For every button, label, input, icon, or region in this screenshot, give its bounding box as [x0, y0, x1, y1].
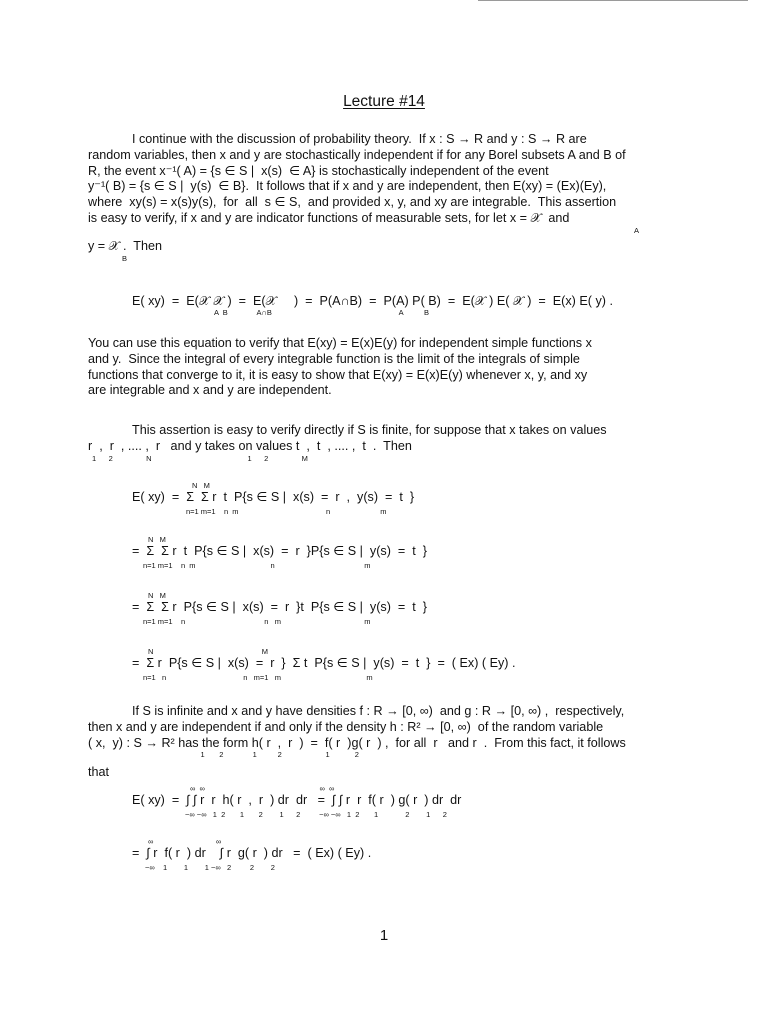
subscripts: 1 2 1 2 1 2 [88, 750, 359, 760]
sum-limits-bottom: n=1 m=1 n m n m [143, 561, 371, 570]
text-line: are integrable and x and y are independent. [88, 383, 332, 398]
text-line: This assertion is easy to verify directly if S is finite, for suppose that x takes on values [132, 423, 607, 437]
text-line: random variables, then x and y are stochastically independent if for any Borel subsets A and B of [88, 147, 626, 162]
text-line: y = 𝒳 . Then [88, 238, 162, 253]
equation-integral-2: = ∫ r f( r ) dr ∫ r g( r ) dr = ( Ex) ( Ey) . [132, 846, 372, 860]
equation-integral-1: E( xy) = ∫ ∫ r r h( r , r ) dr dr = ∫ ∫ r r f( r ) g( r ) dr dr [132, 793, 462, 807]
equation-sum-3: = Σ Σ r P{s ∈ S | x(s) = r }t P{s ∈ S | y(s) = t } [132, 600, 427, 614]
paragraph-simple-functions [88, 336, 684, 399]
text-line: where xy(s) = x(s)y(s), for all s ∈ S, and provided x, y, and xy are integrable. This assertion [88, 195, 617, 210]
sum-limits-top: N M [148, 591, 166, 600]
sum-limits-bottom: n=1 n n m=1 m m [143, 673, 373, 682]
sum-limits-top: N M [192, 481, 210, 490]
page-title: Lecture #14 [343, 93, 425, 110]
paragraph-finite-case [88, 423, 684, 465]
sum-limits-bottom: n=1 m=1 n m n m [186, 507, 387, 516]
text-line: functions that converge to it, it is easy to show that E(xy) = E(x)E(y) whenever x, y, and xy [88, 367, 588, 382]
text-line: y⁻¹( B) = {s ∈ S | y(s) ∈ B}. It follows that if x and y are independent, then E(xy) = (Ex)(Ey), [88, 179, 607, 194]
subscript: B [122, 253, 128, 263]
integral-subscripts: −∞ −∞ 1 2 1 2 1 2 −∞ −∞ 1 2 1 2 1 2 [185, 810, 447, 819]
text-line: is easy to verify, if x and y are indicator functions of measurable sets, for let x = 𝒳 and [88, 210, 570, 225]
text-line: r , r , .... , r and y takes on values t , t , .... , t . Then [88, 438, 412, 453]
integral-subscripts: −∞ 1 1 1 −∞ 2 2 2 [145, 863, 275, 872]
text-line: If S is infinite and x and y have densities f : R → [0, ∞) and g : R → [0, ∞) , respectively, [132, 704, 625, 718]
page-number: 1 [379, 927, 389, 944]
text-line: I continue with the discussion of probability theory. If x : S → R and y : S → R are [132, 132, 587, 146]
text-line: You can use this equation to verify that E(xy) = E(x)E(y) for independent simple functions x [88, 336, 592, 350]
text-line: that [88, 765, 110, 780]
paragraph-infinite-case [88, 704, 684, 781]
sum-limits-top: N M [148, 535, 166, 544]
subscripts: 1 2 N 1 2 M [92, 453, 308, 463]
integral-limits-top: ∞ ∞ ∞ ∞ [190, 784, 335, 793]
text-line: and y. Since the integral of every integrable function is the limit of the integrals of simple [88, 351, 580, 366]
sum-limits-top: N M [148, 647, 269, 656]
integral-limits-top: ∞ ∞ [148, 837, 222, 846]
equation-sum-2: = Σ Σ r t P{s ∈ S | x(s) = r }P{s ∈ S | y(s) = t } [132, 544, 427, 558]
sum-limits-bottom: n=1 m=1 n n m m [143, 617, 371, 626]
subscript: A [634, 225, 640, 235]
equation-expectation-indicator: E( xy) = E(𝒳 𝒳 ) = E(𝒳 ) = P(A∩B) = P(A) P( B) = E(𝒳 ) E( 𝒳 ) = E(x) E( y) . [132, 294, 613, 308]
equation-sum-4: = Σ r P{s ∈ S | x(s) = r } Σ t P{s ∈ S | y(s) = t } = ( Ex) ( Ey) . [132, 656, 516, 670]
text-line: then x and y are independent if and only if the density h : R² → [0, ∞) of the random variable [88, 719, 604, 734]
equation-subscripts: A B A∩B A B [214, 308, 430, 317]
scan-edge-line [478, 0, 748, 1]
paragraph-independence-definition [88, 132, 684, 265]
text-line: R, the event x⁻¹( A) = {s ∈ S | x(s) ∈ A} is stochastically independent of the event [88, 163, 549, 178]
text-line: ( x, y) : S → R² has the form h( r , r ) = f( r )g( r ) , for all r and r . From this fact, it follows [88, 735, 626, 750]
equation-sum-1: E( xy) = Σ Σ r t P{s ∈ S | x(s) = r , y(s) = t } [132, 490, 415, 504]
